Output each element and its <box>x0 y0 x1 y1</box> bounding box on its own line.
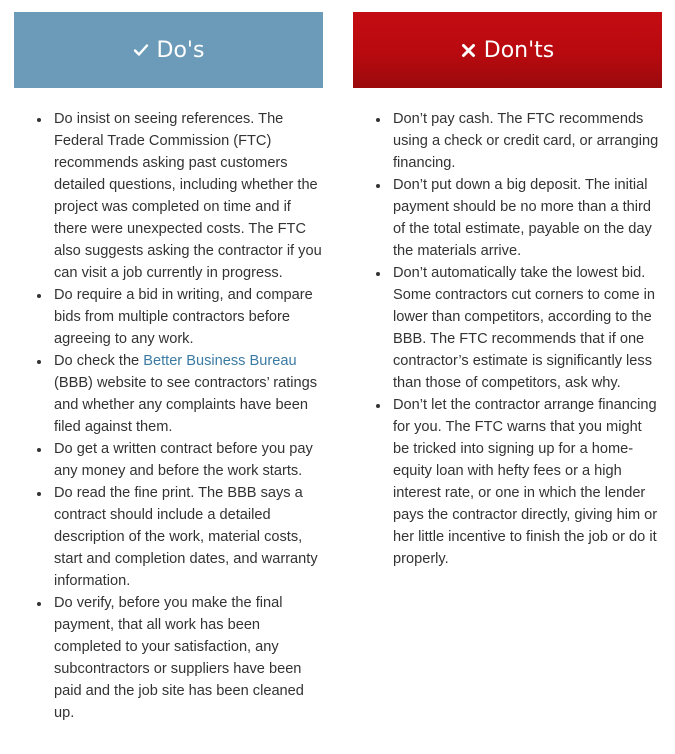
list-item: Don’t put down a big deposit. The initial payment should be no more than a third of the total estimate, payable on the day the materials arrive. <box>353 174 662 262</box>
list-item: Don’t pay cash. The FTC recommends using a check or credit card, or arranging financing. <box>353 108 662 174</box>
list-item: Do verify, before you make the final payment, that all work has been completed to your satisfaction, any subcontractors or suppliers have been paid and the job site has been cleaned up. <box>14 592 323 724</box>
list-item: Don’t automatically take the lowest bid. Some contractors cut corners to come in lower than competitors, according to the BBB. The FTC recommends that if one contractor’s estimate is significantly less than those of competitors, ask why. <box>353 262 662 394</box>
list-item <box>14 350 323 438</box>
dos-title: Do's <box>156 37 205 63</box>
list-item: Do get a written contract before you pay any money and before the work starts. <box>14 438 323 482</box>
x-icon <box>461 43 476 58</box>
donts-header <box>353 12 662 88</box>
dos-list <box>14 108 323 724</box>
list-item: Do insist on seeing references. The Federal Trade Commission (FTC) recommends asking past customers detailed questions, including whether the project was completed on time and if there were unexpected costs. The FTC also suggests asking the contractor if you can visit a job currently in progress. <box>14 108 323 284</box>
better-business-bureau-link[interactable]: Better Business Bureau <box>143 353 297 369</box>
list-item: Do require a bid in writing, and compare bids from multiple contractors before agreeing to any work. <box>14 284 323 350</box>
list-item-text: Do check the <box>54 353 144 369</box>
list-item-text: (BBB) website to see contractors’ ratings and whether any complaints have been filed against them. <box>54 375 318 435</box>
dos-column <box>14 12 323 724</box>
donts-column <box>353 12 662 570</box>
donts-title: Don'ts <box>483 37 555 63</box>
list-item: Don’t let the contractor arrange financing for you. The FTC warns that you might be tricked into signing up for a home-equity loan with hefty fees or a high interest rate, or one in which the lender pays the contractor directly, giving him or her little incentive to finish the job or do it properly. <box>353 394 662 570</box>
list-item: Do read the fine print. The BBB says a contract should include a detailed description of the work, material costs, start and completion dates, and warranty information. <box>14 482 323 592</box>
donts-list <box>353 108 662 570</box>
checkmark-icon <box>133 43 149 57</box>
dos-header <box>14 12 323 88</box>
